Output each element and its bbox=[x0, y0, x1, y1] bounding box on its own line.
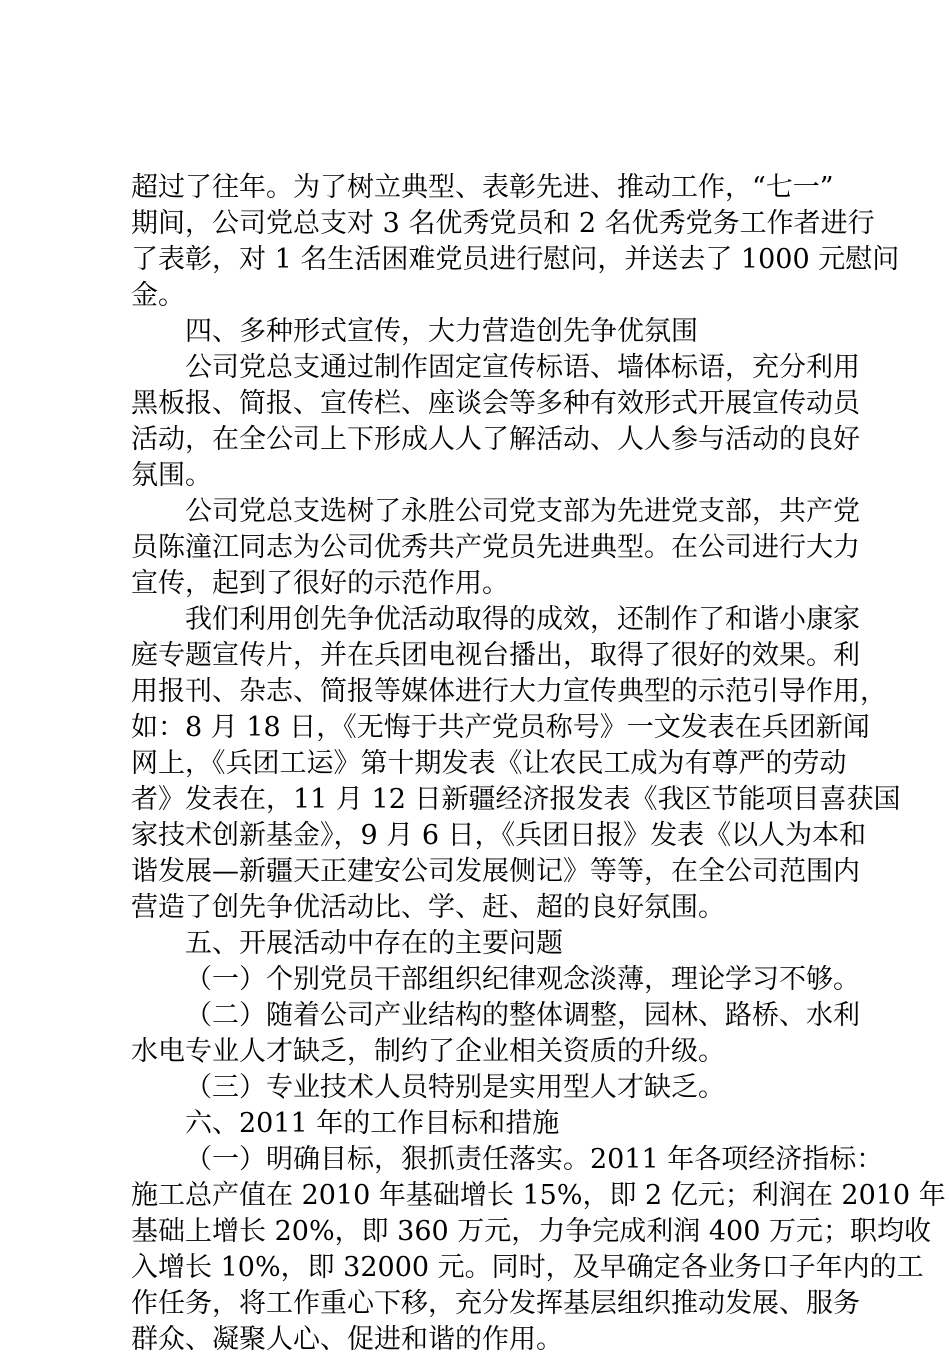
paragraph-line: 家技术创新基金》，9 月 6 日，《兵团日报》发表《以人为本和 bbox=[131, 820, 867, 851]
paragraph-line: 超过了往年。为了树立典型、表彰先进、推动工作，“七一” bbox=[131, 172, 834, 203]
list-item-continuation: 群众、凝聚人心、促进和谐的作用。 bbox=[131, 1324, 563, 1355]
list-item: （三）专业技术人员特别是实用型人才缺乏。 bbox=[185, 1072, 725, 1103]
section-heading: 四、多种形式宣传，大力营造创先争优氛围 bbox=[185, 316, 698, 347]
paragraph-line: 氛围。 bbox=[131, 460, 212, 491]
paragraph-line: 活动，在全公司上下形成人人了解活动、人人参与活动的良好 bbox=[131, 424, 860, 455]
paragraph-line: 公司党总支通过制作固定宣传标语、墙体标语，充分利用 bbox=[185, 352, 860, 383]
paragraph-line: 公司党总支选树了永胜公司党支部为先进党支部，共产党 bbox=[185, 496, 860, 527]
section-heading: 六、2011 年的工作目标和措施 bbox=[185, 1108, 560, 1139]
paragraph-line: 用报刊、杂志、简报等媒体进行大力宣传典型的示范引导作用， bbox=[131, 676, 887, 707]
paragraph-line: 宣传，起到了很好的示范作用。 bbox=[131, 568, 509, 599]
list-item-continuation: 水电专业人才缺乏，制约了企业相关资质的升级。 bbox=[131, 1036, 725, 1067]
paragraph-line: 我们利用创先争优活动取得的成效，还制作了和谐小康家 bbox=[185, 604, 860, 635]
paragraph-line: 者》发表在，11 月 12 日新疆经济报发表《我区节能项目喜获国 bbox=[131, 784, 901, 815]
paragraph-line: 网上，《兵团工运》第十期发表《让农民工成为有尊严的劳动 bbox=[131, 748, 847, 779]
paragraph-line: 庭专题宣传片，并在兵团电视台播出，取得了很好的效果。利 bbox=[131, 640, 860, 671]
list-item: （一）个别党员干部组织纪律观念淡薄，理论学习不够。 bbox=[185, 964, 860, 995]
paragraph-line: 营造了创先争优活动比、学、赶、超的良好氛围。 bbox=[131, 892, 725, 923]
paragraph-line: 了表彰，对 1 名生活困难党员进行慰问，并送去了 1000 元慰问 bbox=[131, 244, 900, 275]
paragraph-line: 金。 bbox=[131, 280, 185, 311]
paragraph-line: 如：8 月 18 日，《无悔于共产党员称号》一文发表在兵团新闻 bbox=[131, 712, 870, 743]
paragraph-line: 员陈潼江同志为公司优秀共产党员先进典型。在公司进行大力 bbox=[131, 532, 860, 563]
list-item-continuation: 基础上增长 20%，即 360 万元，力争完成利润 400 万元；职均收 bbox=[131, 1216, 931, 1247]
list-item: （二）随着公司产业结构的整体调整，园林、路桥、水利 bbox=[185, 1000, 860, 1031]
paragraph-line: 期间，公司党总支对 3 名优秀党员和 2 名优秀党务工作者进行 bbox=[131, 208, 875, 239]
paragraph-line: 谐发展—新疆天正建安公司发展侧记》等等，在全公司范围内 bbox=[131, 856, 860, 887]
list-item-continuation: 施工总产值在 2010 年基础增长 15%，即 2 亿元；利润在 2010 年 bbox=[131, 1180, 946, 1211]
list-item-continuation: 作任务，将工作重心下移，充分发挥基层组织推动发展、服务 bbox=[131, 1288, 860, 1319]
list-item-continuation: 入增长 10%，即 32000 元。同时，及早确定各业务口子年内的工 bbox=[131, 1252, 924, 1283]
paragraph-line: 黑板报、简报、宣传栏、座谈会等多种有效形式开展宣传动员 bbox=[131, 388, 860, 419]
section-heading: 五、开展活动中存在的主要问题 bbox=[185, 928, 563, 959]
list-item: （一）明确目标，狠抓责任落实。2011 年各项经济指标： bbox=[185, 1144, 884, 1175]
